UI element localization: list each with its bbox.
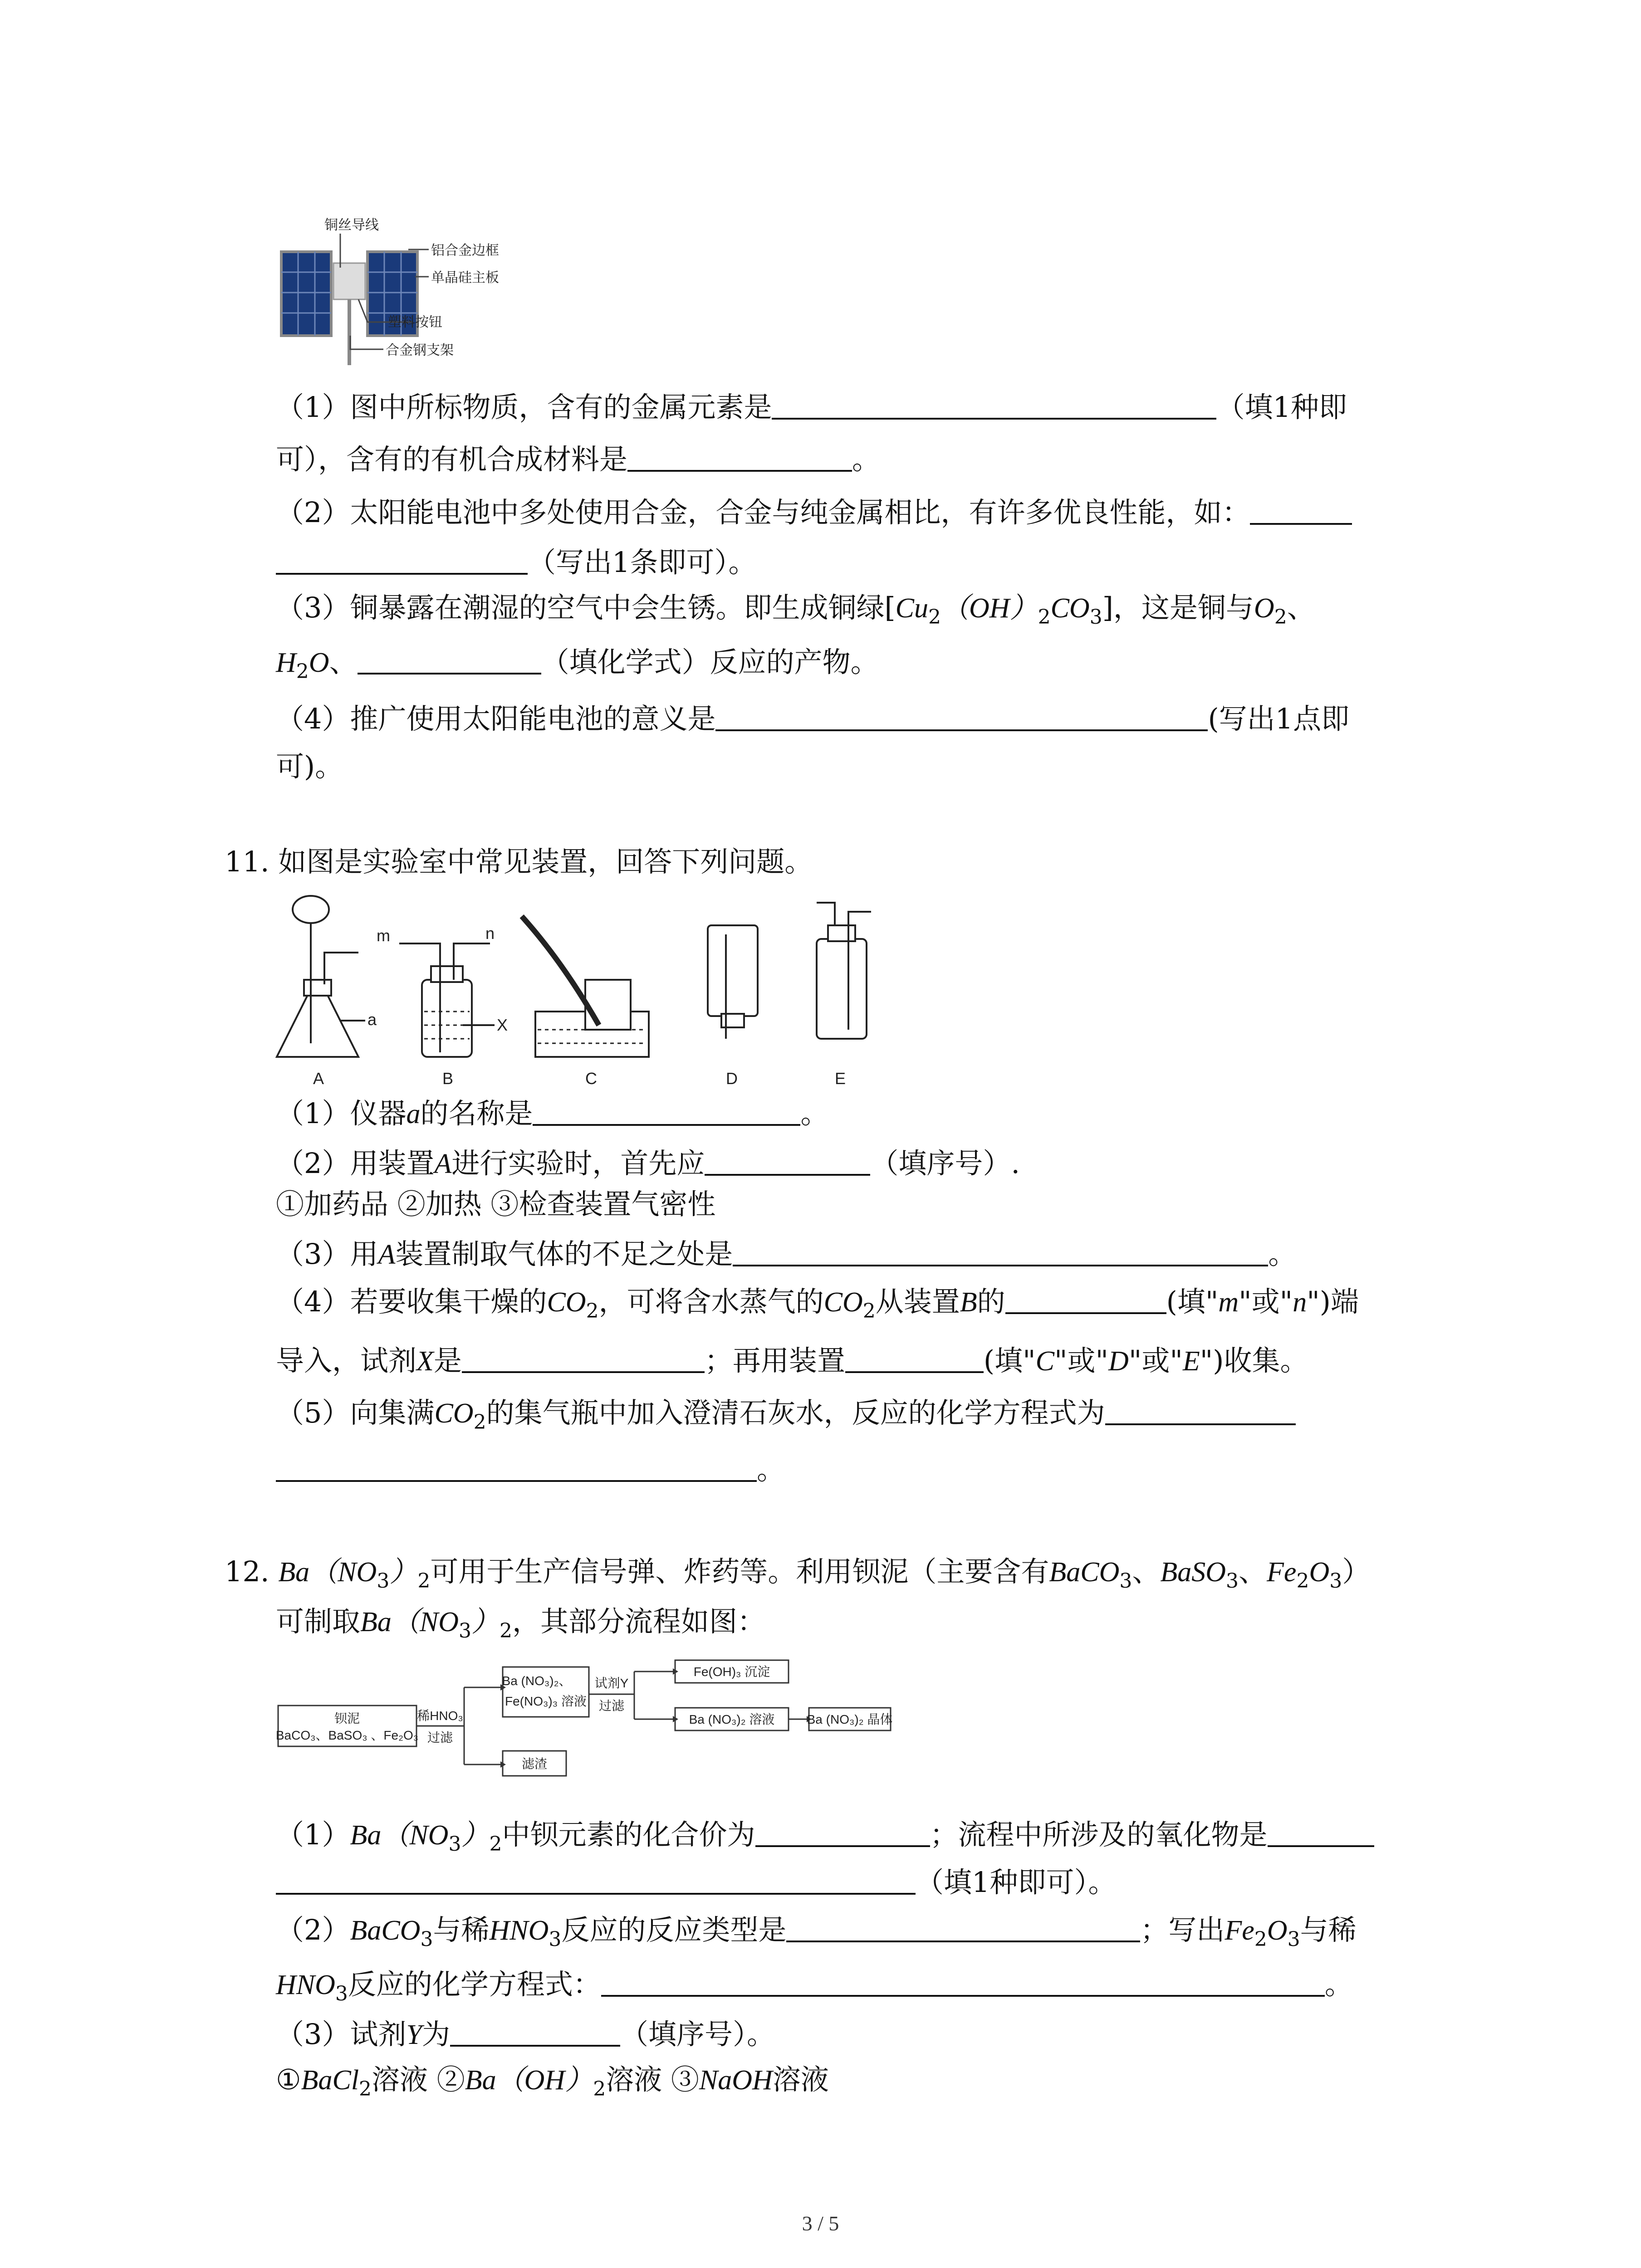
q10-p2-line1: [276, 494, 1352, 531]
q10-p3-text2: ]，这是铜与: [1102, 591, 1254, 624]
q11-p4-note5: "或": [1054, 1344, 1109, 1377]
sub: 3: [459, 1619, 472, 1642]
q11-p2-text: （2）用装置: [276, 1147, 435, 1180]
q12-p1-num: （1）: [276, 1818, 350, 1851]
sub: 3: [1089, 606, 1102, 629]
flow-arrow2-reagent: 试剂Y: [594, 1676, 629, 1690]
sub: 2: [593, 2077, 606, 2101]
q10-p1-end: 。: [852, 443, 881, 476]
formula-o: O: [1254, 593, 1274, 624]
q11-p4-note6: "或": [1128, 1344, 1183, 1377]
formula-fe: Fe: [1225, 1915, 1254, 1946]
sub: 3: [1119, 1569, 1132, 1593]
q11-p4-note3: ")端: [1307, 1285, 1359, 1318]
sub: 2: [1296, 1569, 1309, 1593]
q11-p5-line2: [276, 1452, 785, 1488]
q11-p2-text2: 进行实验时，首先应: [451, 1147, 705, 1180]
blank-first-step[interactable]: [705, 1146, 870, 1176]
paren-end: ）: [1342, 1555, 1371, 1588]
flow-arrow2-filter: 过滤: [598, 1699, 625, 1713]
flow-arrow1-filter: 过滤: [427, 1730, 453, 1745]
formula-co: CO: [823, 1287, 863, 1318]
q10-p3-note: （填化学式）反应的产物。: [541, 645, 879, 679]
sub: 3: [1329, 1569, 1342, 1593]
flow-box2-line1: Ba (NO₃)₂、: [502, 1674, 572, 1688]
q11-p1: [276, 1095, 828, 1132]
q11-p3-text: （3）用: [276, 1237, 378, 1271]
q11-p5-text2: 的集气瓶中加入澄清石灰水，反应的化学方程式为: [486, 1396, 1105, 1429]
var-E: E: [1182, 1346, 1200, 1377]
q10-p4-end: 可)。: [276, 750, 343, 783]
q10-p4-line1: [276, 701, 1349, 737]
q10-p4-text: （4）推广使用太阳能电池的意义是: [276, 702, 716, 735]
q11-p4-line2: [276, 1343, 1308, 1379]
blank-alloy-property-b[interactable]: [276, 545, 528, 575]
label-copper-wire: 铜丝导线: [324, 218, 379, 233]
var-a: a: [406, 1099, 421, 1129]
var-D: D: [1108, 1346, 1129, 1377]
q11-p4-text5: 导入，试剂: [276, 1344, 417, 1377]
solar-panel-left: [281, 252, 331, 336]
q12-num: 12.: [225, 1555, 279, 1588]
var-n: n: [1293, 1287, 1307, 1318]
paren: ）: [461, 1820, 490, 1851]
label-E: E: [835, 1069, 846, 1088]
page-number: 3 / 5: [802, 2212, 839, 2235]
q12-p3: [276, 2016, 775, 2053]
q11-options-text: ①加药品 ②加热 ③检查装置气密性: [276, 1188, 716, 1221]
formula-ba: Ba: [360, 1607, 392, 1637]
q12-p3-text: （3）试剂: [276, 2018, 407, 2051]
var-X: X: [416, 1346, 434, 1377]
flow-arrow1-reagent: 稀HNO₃: [417, 1709, 463, 1723]
apparatus-b: [399, 943, 495, 1057]
q10-p2-text: （2）太阳能电池中多处使用合金，合金与纯金属相比，有许多优良性能，如：: [276, 496, 1250, 529]
sub: 3: [1226, 1569, 1239, 1593]
q12-p3-text2: 为: [421, 2018, 450, 2051]
q12-p3-note: （填序号）。: [620, 2018, 775, 2051]
q11-title-text: 11. 如图是实验室中常见装置，回答下列问题。: [225, 845, 813, 878]
q11-p1-text: （1）仪器: [276, 1097, 407, 1130]
opt-text: 溶液 ②: [372, 2063, 465, 2096]
apparatus-c: [522, 916, 649, 1057]
formula-baso: BaSO: [1160, 1557, 1226, 1588]
blank-alloy-property-a[interactable]: [1250, 495, 1352, 525]
q11-title: [225, 844, 813, 880]
sub: 2: [296, 660, 309, 683]
formula-co: CO: [434, 1398, 474, 1429]
q11-options: [276, 1186, 715, 1222]
opt-num: ①: [276, 2063, 301, 2096]
sub: 2: [1254, 1928, 1267, 1951]
blank-metal-element[interactable]: [772, 390, 1216, 420]
formula-o: O: [1309, 1557, 1330, 1588]
q11-p4-note2: "或": [1239, 1285, 1293, 1318]
sub: 3: [448, 1833, 461, 1856]
q10-p4-line2: [276, 748, 343, 785]
var-Y: Y: [406, 2019, 422, 2050]
q12-title-text: 可用于生产信号弹、炸药等。利用钡泥（主要含有: [430, 1555, 1049, 1588]
formula-no: （NO: [309, 1557, 377, 1588]
sub: 2: [359, 2077, 372, 2101]
sub: 2: [1274, 606, 1287, 629]
q11-p3-end: 。: [1268, 1237, 1297, 1271]
formula-oh: （OH）: [941, 593, 1038, 624]
q10-p1-text2: 可），含有的有机合成材料是: [276, 443, 628, 476]
flow-box1-title: 钡泥: [334, 1711, 360, 1725]
sub: 2: [489, 1833, 502, 1856]
var-C: C: [1035, 1346, 1054, 1377]
blank-reaction-type[interactable]: [786, 1912, 1140, 1942]
blank-reagent-y[interactable]: [450, 2017, 620, 2047]
sub: 2: [862, 1300, 876, 1323]
q11-p5-text: （5）向集满: [276, 1396, 435, 1429]
formula-cu: Cu: [895, 593, 928, 624]
formula-co: CO: [1050, 593, 1090, 624]
q11-p4-note7: ")收集。: [1200, 1344, 1308, 1377]
q11-p4-text: （4）若要收集干燥的: [276, 1285, 547, 1318]
label-B: B: [442, 1069, 454, 1088]
q12-p1-note: （填1种即可）。: [916, 1866, 1117, 1899]
blank-equation-a[interactable]: [1105, 1395, 1296, 1425]
q12-p2-line2: [276, 1966, 1353, 2012]
central-box: [333, 263, 365, 299]
q10-p3-line1: [276, 590, 1315, 635]
formula-baco: BaCO: [350, 1915, 421, 1946]
q10-p4-note: (写出1点即: [1208, 702, 1350, 735]
q12-p2-text5: 反应的化学方程式：: [348, 1968, 601, 2001]
blank-organic-material[interactable]: [627, 442, 852, 472]
apparatus-d: [708, 925, 758, 1039]
formula-baco: BaCO: [1049, 1557, 1120, 1588]
q11-p3-text2: 装置制取气体的不足之处是: [395, 1237, 733, 1271]
label-steel-bracket: 合金钢支架: [386, 343, 454, 358]
q10-p3-line2: [276, 644, 879, 690]
sub: 2: [500, 1619, 513, 1642]
paren: ）: [471, 1607, 500, 1637]
q11-p4-note: (填": [1166, 1285, 1219, 1318]
q12-p1-line2: [276, 1864, 1116, 1901]
q11-p4-line1: [276, 1284, 1359, 1330]
opt-text: 溶液 ③: [606, 2063, 699, 2096]
q12-p1-text: 中钡元素的化合价为: [502, 1818, 755, 1851]
label-plastic-button: 塑料按钮: [388, 315, 442, 330]
q12-p1-line1: [276, 1817, 1374, 1862]
blank-instrument-name[interactable]: [533, 1096, 800, 1126]
q11-p5-end: 。: [757, 1453, 785, 1486]
flow-box5-label: Ba (NO₃)₂ 晶体: [807, 1712, 893, 1726]
q12-title-text2: 可制取: [276, 1605, 361, 1638]
q10-p1-line2: [276, 441, 880, 478]
sep: 、: [329, 645, 358, 679]
blank-collect-device[interactable]: [845, 1343, 984, 1373]
label-m: m: [377, 926, 390, 945]
q11-p4-text3: 从装置: [875, 1285, 960, 1318]
formula-h: H: [276, 647, 296, 678]
flow-box6-label: 滤渣: [521, 1757, 548, 1771]
var-A: A: [434, 1149, 452, 1179]
sep: 、: [1287, 591, 1315, 624]
flow-box4-label: Ba (NO₃)₂ 溶液: [689, 1712, 775, 1726]
sub: 3: [549, 1928, 562, 1951]
q11-p2: [276, 1145, 1020, 1182]
blank-reactant[interactable]: [358, 645, 541, 675]
q12-p2-text4: 与稀: [1300, 1913, 1357, 1946]
blank-significance[interactable]: [715, 701, 1208, 731]
paren: ）: [389, 1557, 418, 1588]
q10-p1-text: （1）图中所标物质，含有的金属元素是: [276, 391, 772, 424]
formula-ba: Ba: [278, 1557, 310, 1588]
sub: 3: [1287, 1928, 1300, 1951]
var-B: B: [960, 1287, 977, 1318]
label-x: X: [497, 1016, 508, 1034]
formula-ba: Ba: [350, 1820, 382, 1851]
q11-p1-end: 。: [800, 1097, 829, 1130]
formula-o: O: [1267, 1915, 1288, 1946]
opt-text: 溶液: [772, 2063, 829, 2096]
apparatus-a: [277, 896, 365, 1057]
apparatus-e: [817, 903, 871, 1039]
q12-p2-text3: ；写出: [1140, 1913, 1225, 1946]
process-flow-diagram: [276, 1651, 893, 1787]
label-silicon-board: 单晶硅主板: [431, 270, 499, 285]
q12-options: [276, 2062, 829, 2107]
q12-title-text3: ，其部分流程如图：: [512, 1605, 766, 1638]
q12-p2-text: 与稀: [433, 1913, 490, 1946]
formula-o2: O: [309, 647, 329, 678]
blank-disadvantage[interactable]: [733, 1237, 1268, 1266]
sub: 3: [335, 1982, 348, 2005]
formula-oh: （OH）: [496, 2065, 593, 2096]
formula-no: （NO: [381, 1820, 449, 1851]
sep: 、: [1132, 1555, 1161, 1588]
label-D: D: [726, 1069, 738, 1088]
formula-bacl: BaCl: [301, 2065, 359, 2096]
formula-hno: HNO: [276, 1970, 335, 2000]
q11-p5-line1: [276, 1395, 1296, 1441]
q11-p4-text6: 是: [433, 1344, 462, 1377]
formula-co: CO: [547, 1287, 586, 1318]
blank-inlet-end[interactable]: [1005, 1284, 1166, 1314]
blank-valence[interactable]: [755, 1817, 930, 1847]
q10-p3-text: （3）铜暴露在潮湿的空气中会生锈。即生成铜绿[: [276, 591, 896, 624]
label-n: n: [485, 924, 495, 943]
q10-p1-line1: [276, 389, 1347, 425]
sub: 3: [420, 1928, 433, 1951]
var-m: m: [1218, 1287, 1239, 1318]
label-C: C: [585, 1069, 597, 1088]
var-A: A: [378, 1239, 396, 1270]
sub: 2: [473, 1411, 486, 1434]
q10-p1-note: （填1种即: [1216, 391, 1347, 424]
sub: 2: [417, 1569, 431, 1593]
q12-p2-line1: [276, 1912, 1357, 1958]
blank-fe2o3-equation[interactable]: [601, 1967, 1325, 1997]
flow-box1-sub: BaCO₃、BaSO₃ 、Fe₂O₃: [276, 1728, 419, 1742]
sub: 2: [1038, 606, 1051, 629]
lab-apparatus-figure: [272, 889, 889, 1089]
formula-no: （NO: [391, 1607, 459, 1637]
formula-fe: Fe: [1267, 1557, 1297, 1588]
q10-p2-line2: [276, 544, 756, 581]
blank-oxide-b[interactable]: [276, 1865, 916, 1895]
q12-p2-end: 。: [1324, 1968, 1353, 2001]
label-aluminum-frame: 铝合金边框: [431, 243, 499, 258]
blank-reagent-x[interactable]: [462, 1343, 705, 1373]
formula-ba: Ba: [465, 2065, 496, 2096]
label-A: A: [313, 1069, 324, 1088]
flow-box3-label: Fe(OH)₃ 沉淀: [693, 1665, 770, 1679]
blank-equation-b[interactable]: [276, 1452, 757, 1482]
flow-box2-line2: Fe(NO₃)₃ 溶液: [505, 1694, 587, 1708]
q11-p4-note4: (填": [983, 1344, 1036, 1377]
formula-naoh: NaOH: [699, 2065, 773, 2096]
blank-oxide-a[interactable]: [1268, 1817, 1374, 1847]
q12-p2-text2: 反应的反应类型是: [561, 1913, 787, 1946]
sub: 2: [586, 1300, 599, 1323]
solar-panel-figure: [272, 213, 590, 381]
q12-title-line1: [225, 1554, 1370, 1599]
q11-p3: [276, 1236, 1296, 1273]
sub: 2: [928, 606, 941, 629]
q11-p2-note: （填序号）.: [870, 1147, 1020, 1180]
q10-p2-note: （写出1条即可）。: [528, 546, 757, 579]
q12-p1-text2: ；流程中所涉及的氧化物是: [930, 1818, 1268, 1851]
q12-p2-num: （2）: [276, 1913, 350, 1946]
q11-p1-text2: 的名称是: [420, 1097, 533, 1130]
formula-hno: HNO: [489, 1915, 549, 1946]
sub: 3: [377, 1569, 390, 1593]
q11-p4-text2: ，可将含水蒸气的: [598, 1285, 824, 1318]
q11-p4-text4: 的: [977, 1285, 1005, 1318]
label-a-small: a: [367, 1010, 377, 1029]
q11-p4-text7: ；再用装置: [704, 1344, 845, 1377]
sep: 、: [1239, 1555, 1267, 1588]
q12-title-line2: [276, 1603, 765, 1649]
